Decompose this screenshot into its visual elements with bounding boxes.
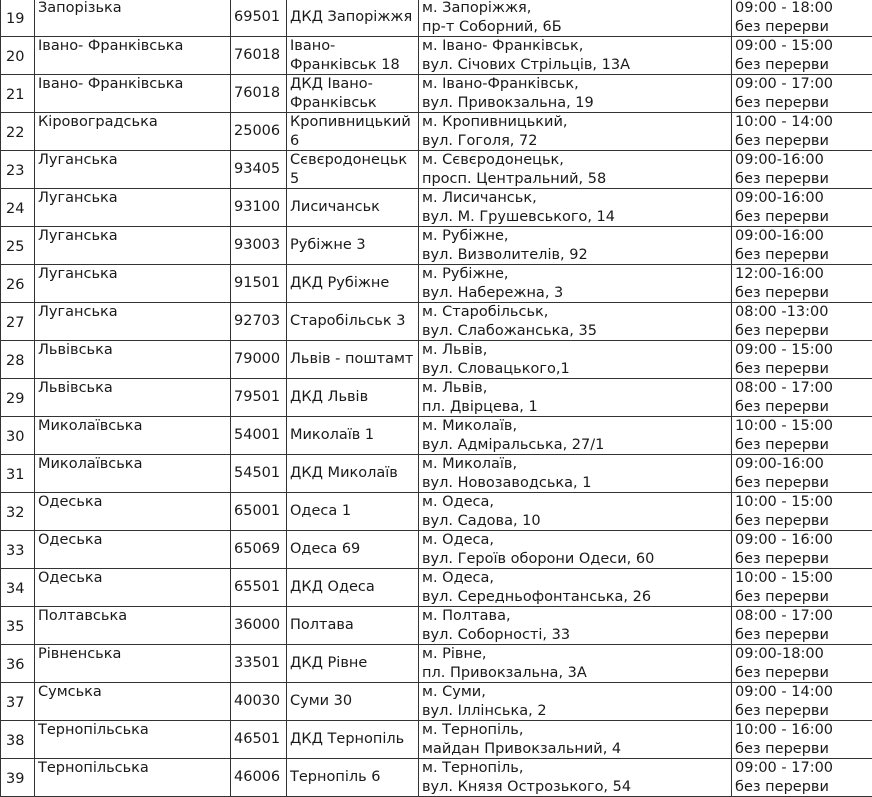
address-cell: [419, 75, 732, 113]
address-cell: [419, 683, 732, 721]
address-line-street: вул. Соборності, 33: [422, 626, 731, 645]
office-name-cell: Львів - поштамт: [287, 341, 419, 379]
address-line-street: пр-т Соборний, 6Б: [422, 18, 731, 37]
region-cell: Луганська: [35, 265, 231, 303]
hours-line-time: 08:00 - 17:00: [735, 379, 872, 398]
hours-line-time: 10:00 - 14:00: [735, 113, 872, 132]
office-name-cell: Лисичанськ: [287, 189, 419, 227]
hours-line-break: без перерви: [735, 322, 872, 341]
office-name-cell: ДКД Рубіжне: [287, 265, 419, 303]
hours-cell: [732, 265, 872, 303]
address-line-street: вул. Адміральська, 27/1: [422, 436, 731, 455]
address-line-street: майдан Привокзальний, 4: [422, 740, 731, 759]
hours-cell: [732, 569, 872, 607]
hours-cell: [732, 379, 872, 417]
region-cell: Луганська: [35, 189, 231, 227]
hours-line-time: 08:00 - 17:00: [735, 607, 872, 626]
address-line-city: м. Кропивницький,: [422, 113, 731, 132]
hours-line-time: 09:00-18:00: [735, 645, 872, 664]
address-cell: [419, 189, 732, 227]
office-name-cell: Рубіжне 3: [287, 227, 419, 265]
table-row: [1, 759, 872, 797]
table-row: [1, 0, 872, 37]
table-row: [1, 151, 872, 189]
address-line-city: м. Запоріжжя,: [422, 0, 731, 18]
office-name-cell: Миколаїв 1: [287, 417, 419, 455]
row-number: 32: [1, 493, 35, 531]
address-line-city: м. Полтава,: [422, 607, 731, 626]
hours-line-break: без перерви: [735, 398, 872, 417]
address-cell: [419, 721, 732, 759]
region-cell: Івано- Франківська: [35, 37, 231, 75]
table-row: [1, 113, 872, 151]
address-line-street: вул. Словацького,1: [422, 360, 731, 379]
hours-line-break: без перерви: [735, 94, 872, 113]
address-line-street: пл. Двірцева, 1: [422, 398, 731, 417]
office-name-cell: ДКД Рівне: [287, 645, 419, 683]
office-name-cell: Івано-Франківськ 18: [287, 37, 419, 75]
table-row: [1, 227, 872, 265]
address-line-street: вул. Князя Острозького, 54: [422, 778, 731, 797]
hours-cell: [732, 37, 872, 75]
hours-line-break: без перерви: [735, 360, 872, 379]
hours-line-time: 10:00 - 15:00: [735, 493, 872, 512]
hours-line-break: без перерви: [735, 550, 872, 569]
hours-cell: [732, 759, 872, 797]
postal-index-cell: 65001: [231, 493, 287, 531]
postal-index-cell: 65501: [231, 569, 287, 607]
hours-cell: [732, 417, 872, 455]
table-body: [1, 0, 872, 797]
hours-line-break: без перерви: [735, 56, 872, 75]
row-number: 31: [1, 455, 35, 493]
postal-index-cell: 46006: [231, 759, 287, 797]
table-row: [1, 721, 872, 759]
address-line-city: м. Сєвєродонецьк,: [422, 151, 731, 170]
hours-cell: [732, 493, 872, 531]
postal-index-cell: 33501: [231, 645, 287, 683]
address-line-street: вул. Садова, 10: [422, 512, 731, 531]
row-number: 30: [1, 417, 35, 455]
postal-index-cell: 65069: [231, 531, 287, 569]
hours-line-break: без перерви: [735, 246, 872, 265]
hours-line-break: без перерви: [735, 284, 872, 303]
hours-line-time: 09:00 - 18:00: [735, 0, 872, 18]
region-cell: Одеська: [35, 531, 231, 569]
postal-index-cell: 69501: [231, 0, 287, 37]
row-number: 37: [1, 683, 35, 721]
hours-line-time: 08:00 -13:00: [735, 303, 872, 322]
address-cell: [419, 455, 732, 493]
office-name-cell: Одеса 1: [287, 493, 419, 531]
address-line-city: м. Львів,: [422, 379, 731, 398]
hours-cell: [732, 341, 872, 379]
region-cell: Рівненська: [35, 645, 231, 683]
office-name-cell: ДКД Львів: [287, 379, 419, 417]
row-number: 29: [1, 379, 35, 417]
region-cell: Сумська: [35, 683, 231, 721]
hours-line-time: 09:00 - 16:00: [735, 531, 872, 550]
region-cell: Тернопільська: [35, 759, 231, 797]
postal-index-cell: 91501: [231, 265, 287, 303]
region-cell: Луганська: [35, 227, 231, 265]
hours-line-time: 09:00 - 17:00: [735, 759, 872, 778]
address-line-street: вул. Іллінська, 2: [422, 702, 731, 721]
address-cell: [419, 569, 732, 607]
office-name-cell: ДКД Одеса: [287, 569, 419, 607]
address-cell: [419, 265, 732, 303]
table-row: [1, 303, 872, 341]
hours-line-break: без перерви: [735, 132, 872, 151]
office-name-cell: Суми 30: [287, 683, 419, 721]
address-cell: [419, 493, 732, 531]
address-line-city: м. Львів,: [422, 341, 731, 360]
hours-line-time: 09:00 - 15:00: [735, 37, 872, 56]
postal-index-cell: 79501: [231, 379, 287, 417]
address-cell: [419, 341, 732, 379]
hours-line-break: без перерви: [735, 436, 872, 455]
address-line-city: м. Рубіжне,: [422, 227, 731, 246]
row-number: 25: [1, 227, 35, 265]
row-number: 38: [1, 721, 35, 759]
address-cell: [419, 227, 732, 265]
table-row: [1, 607, 872, 645]
address-line-street: вул. Привокзальна, 19: [422, 94, 731, 113]
hours-line-time: 09:00-16:00: [735, 227, 872, 246]
address-line-city: м. Одеса,: [422, 569, 731, 588]
postal-index-cell: 93003: [231, 227, 287, 265]
hours-line-time: 09:00-16:00: [735, 151, 872, 170]
region-cell: Полтавська: [35, 607, 231, 645]
office-name-cell: ДКД Миколаїв: [287, 455, 419, 493]
row-number: 36: [1, 645, 35, 683]
region-cell: Кіровоградська: [35, 113, 231, 151]
row-number: 21: [1, 75, 35, 113]
hours-line-time: 10:00 - 15:00: [735, 417, 872, 436]
hours-line-break: без перерви: [735, 474, 872, 493]
row-number: 28: [1, 341, 35, 379]
address-line-city: м. Одеса,: [422, 493, 731, 512]
address-line-street: вул. Визволителів, 92: [422, 246, 731, 265]
row-number: 23: [1, 151, 35, 189]
hours-cell: [732, 227, 872, 265]
row-number: 20: [1, 37, 35, 75]
office-name-cell: Кропивницький 6: [287, 113, 419, 151]
office-name-cell: Тернопіль 6: [287, 759, 419, 797]
address-cell: [419, 379, 732, 417]
address-line-street: вул. М. Грушевського, 14: [422, 208, 731, 227]
hours-cell: [732, 113, 872, 151]
row-number: 22: [1, 113, 35, 151]
region-cell: Львівська: [35, 341, 231, 379]
table-row: [1, 455, 872, 493]
office-name-cell: Полтава: [287, 607, 419, 645]
hours-line-time: 09:00-16:00: [735, 455, 872, 474]
region-cell: Одеська: [35, 493, 231, 531]
address-line-city: м. Івано-Франківськ,: [422, 75, 731, 94]
postal-index-cell: 25006: [231, 113, 287, 151]
address-line-city: м. Тернопіль,: [422, 721, 731, 740]
hours-line-break: без перерви: [735, 588, 872, 607]
hours-cell: [732, 75, 872, 113]
hours-cell: [732, 189, 872, 227]
region-cell: Запорізька: [35, 0, 231, 37]
postal-index-cell: 93100: [231, 189, 287, 227]
postal-index-cell: 36000: [231, 607, 287, 645]
address-line-city: м. Суми,: [422, 683, 731, 702]
address-line-street: вул. Слабожанська, 35: [422, 322, 731, 341]
table-row: [1, 417, 872, 455]
hours-line-break: без перерви: [735, 778, 872, 797]
hours-cell: [732, 303, 872, 341]
table-row: [1, 75, 872, 113]
hours-cell: [732, 0, 872, 37]
hours-line-break: без перерви: [735, 18, 872, 37]
postal-index-cell: 54501: [231, 455, 287, 493]
hours-line-break: без перерви: [735, 664, 872, 683]
address-cell: [419, 645, 732, 683]
hours-line-break: без перерви: [735, 702, 872, 721]
address-line-street: пл. Привокзальна, 3А: [422, 664, 731, 683]
table-row: [1, 189, 872, 227]
row-number: 19: [1, 0, 35, 37]
row-number: 39: [1, 759, 35, 797]
table-row: [1, 569, 872, 607]
hours-cell: [732, 645, 872, 683]
address-line-city: м. Миколаїв,: [422, 417, 731, 436]
row-number: 26: [1, 265, 35, 303]
office-name-cell: Сєвєродонецьк 5: [287, 151, 419, 189]
address-line-city: м. Івано- Франківськ,: [422, 37, 731, 56]
office-name-cell: Одеса 69: [287, 531, 419, 569]
table-row: [1, 531, 872, 569]
address-line-city: м. Рубіжне,: [422, 265, 731, 284]
address-line-city: м. Одеса,: [422, 531, 731, 550]
hours-cell: [732, 683, 872, 721]
hours-line-time: 09:00-16:00: [735, 189, 872, 208]
address-line-street: вул. Новозаводська, 1: [422, 474, 731, 493]
hours-line-time: 09:00 - 17:00: [735, 75, 872, 94]
hours-cell: [732, 151, 872, 189]
hours-cell: [732, 455, 872, 493]
row-number: 34: [1, 569, 35, 607]
address-line-city: м. Лисичанськ,: [422, 189, 731, 208]
hours-line-break: без перерви: [735, 208, 872, 227]
hours-cell: [732, 721, 872, 759]
postal-index-cell: 54001: [231, 417, 287, 455]
postal-index-cell: 92703: [231, 303, 287, 341]
table-row: [1, 645, 872, 683]
office-name-cell: ДКД Запоріжжя: [287, 0, 419, 37]
address-cell: [419, 303, 732, 341]
hours-cell: [732, 531, 872, 569]
table-row: [1, 341, 872, 379]
address-cell: [419, 531, 732, 569]
hours-line-break: без перерви: [735, 740, 872, 759]
office-name-cell: Старобільськ 3: [287, 303, 419, 341]
postal-index-cell: 93405: [231, 151, 287, 189]
hours-line-time: 12:00-16:00: [735, 265, 872, 284]
address-cell: [419, 607, 732, 645]
address-line-street: вул. Гоголя, 72: [422, 132, 731, 151]
office-name-cell: ДКД Тернопіль: [287, 721, 419, 759]
address-line-city: м. Тернопіль,: [422, 759, 731, 778]
region-cell: Миколаївська: [35, 417, 231, 455]
postal-index-cell: 76018: [231, 75, 287, 113]
row-number: 24: [1, 189, 35, 227]
address-line-street: вул. Січових Стрільців, 13А: [422, 56, 731, 75]
address-line-city: м. Миколаїв,: [422, 455, 731, 474]
address-line-street: вул. Героїв оборони Одеси, 60: [422, 550, 731, 569]
region-cell: Одеська: [35, 569, 231, 607]
address-line-street: вул. Середньофонтанська, 26: [422, 588, 731, 607]
address-line-street: вул. Набережна, 3: [422, 284, 731, 303]
postal-index-cell: 40030: [231, 683, 287, 721]
postal-index-cell: 46501: [231, 721, 287, 759]
row-number: 35: [1, 607, 35, 645]
address-cell: [419, 37, 732, 75]
address-cell: [419, 113, 732, 151]
region-cell: Львівська: [35, 379, 231, 417]
hours-line-break: без перерви: [735, 170, 872, 189]
address-line-city: м. Старобільськ,: [422, 303, 731, 322]
hours-line-time: 09:00 - 14:00: [735, 683, 872, 702]
address-cell: [419, 151, 732, 189]
region-cell: Луганська: [35, 303, 231, 341]
hours-line-break: без перерви: [735, 512, 872, 531]
postal-index-cell: 79000: [231, 341, 287, 379]
row-number: 33: [1, 531, 35, 569]
hours-line-time: 09:00 - 15:00: [735, 341, 872, 360]
address-cell: [419, 0, 732, 37]
hours-line-break: без перерви: [735, 626, 872, 645]
address-line-street: просп. Центральний, 58: [422, 170, 731, 189]
row-number: 27: [1, 303, 35, 341]
table-row: [1, 265, 872, 303]
address-cell: [419, 417, 732, 455]
table-row: [1, 493, 872, 531]
table-row: [1, 37, 872, 75]
region-cell: Івано- Франківська: [35, 75, 231, 113]
hours-line-time: 10:00 - 16:00: [735, 721, 872, 740]
hours-cell: [732, 607, 872, 645]
region-cell: Тернопільська: [35, 721, 231, 759]
region-cell: Миколаївська: [35, 455, 231, 493]
hours-line-time: 10:00 - 15:00: [735, 569, 872, 588]
region-cell: Луганська: [35, 151, 231, 189]
office-name-cell: ДКД Івано-Франківськ: [287, 75, 419, 113]
address-cell: [419, 759, 732, 797]
table-row: [1, 683, 872, 721]
address-line-city: м. Рівне,: [422, 645, 731, 664]
postal-index-cell: 76018: [231, 37, 287, 75]
table-row: [1, 379, 872, 417]
